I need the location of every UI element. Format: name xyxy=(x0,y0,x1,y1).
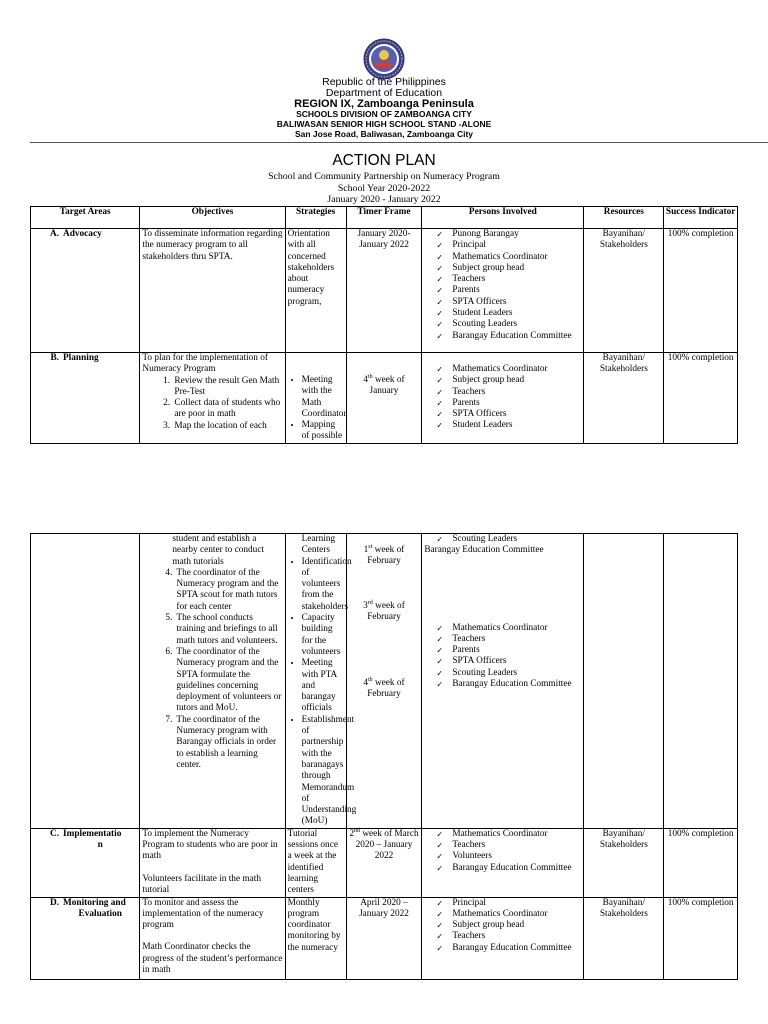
success-indicator-cell: 100% completion xyxy=(664,353,738,444)
objective-cell xyxy=(140,534,285,829)
list-item: ✓ Mathematics Coordinator xyxy=(424,364,581,375)
list-item: ✓ Barangay Education Committee xyxy=(424,331,581,342)
list-item: ✓ Mathematics Coordinator xyxy=(424,252,581,263)
list-item: ✓ Barangay Education Committee xyxy=(424,943,581,954)
objective-step-continued: student and establish a nearby center to conduct math tutorials xyxy=(172,534,265,567)
resources-cell: Bayanihan/ Stakeholders xyxy=(584,897,664,979)
objective-cell xyxy=(140,353,285,444)
page-subtitle: School and Community Partnership on Numeracy Program xyxy=(268,171,500,182)
objective-step: 7. The coordinator of the Numeracy program with Barangay officials in order to establish a learning center. xyxy=(165,714,277,770)
list-item: ✓ Teachers xyxy=(424,634,581,645)
list-item: • Identification of volunteers from the stakeholders xyxy=(302,557,344,613)
persons-cell xyxy=(422,229,584,353)
list-item: • Meeting with the Math Coordinator xyxy=(302,375,344,420)
list-item: ✓ Parents xyxy=(424,645,581,656)
header-division: SCHOOLS DIVISION OF ZAMBOANGA CITY xyxy=(296,109,472,119)
strategy-cell: Tutorial sessions once a week at the identified learning centers xyxy=(285,828,346,897)
objective-step: 4. The coordinator of the Numeracy program and the SPTA scout for math tutors for each center xyxy=(165,567,279,612)
target-area-letter: A. xyxy=(49,229,59,239)
page-title: ACTION PLAN xyxy=(332,152,436,169)
target-area-cell xyxy=(31,534,140,829)
list-item: • Capacity building for the volunteers xyxy=(302,613,344,658)
table-row xyxy=(31,897,738,979)
objective-intro: To plan for the implementation of Numeracy Program xyxy=(142,353,269,375)
table-row xyxy=(31,828,738,897)
column-header: Persons Involved xyxy=(422,207,584,229)
time-frame-entry: 4th week of February xyxy=(363,677,405,700)
list-item: ✓ Mathematics Coordinator xyxy=(424,829,581,840)
column-header: Objectives xyxy=(140,207,285,229)
target-area-letter: B. xyxy=(50,353,59,363)
objective-steps-list xyxy=(142,568,282,771)
list-item: ✓ Parents xyxy=(424,398,581,409)
action-plan-table-continued xyxy=(30,533,738,980)
strategy-cell xyxy=(285,534,357,829)
target-area-label: Advocacy xyxy=(63,229,102,239)
list-item: • Establishment of partnership with the baranagays through Memorandum of Understanding (MoU) xyxy=(302,715,344,828)
list-item: ✓ Teachers xyxy=(424,931,581,942)
list-item: ✓ SPTA Officers xyxy=(424,409,581,420)
list-item: ✓ SPTA Officers xyxy=(424,297,581,308)
persons-list xyxy=(424,229,581,342)
resources-cell xyxy=(584,534,664,829)
action-plan-table xyxy=(30,206,738,444)
success-indicator-cell: 100% completion xyxy=(664,897,738,979)
persons-cell xyxy=(422,828,584,897)
persons-cell xyxy=(422,534,584,829)
list-item: ✓ Teachers xyxy=(424,274,581,285)
success-indicator-cell xyxy=(664,534,738,829)
strategy-cell: Monthly program coordinator monitoring by the numeracy xyxy=(285,897,346,979)
objective-steps-list xyxy=(142,376,282,432)
deped-seal-icon xyxy=(363,38,405,80)
success-indicator-cell: 100% completion xyxy=(664,828,738,897)
target-area-cell xyxy=(31,353,140,444)
page-one xyxy=(0,0,768,460)
time-frame-entry: 1st week of February xyxy=(363,543,405,567)
target-area-letter: C. xyxy=(49,828,59,839)
table-row xyxy=(31,534,738,829)
table-row xyxy=(31,353,738,444)
time-frame-cell xyxy=(346,353,422,444)
list-item: ✓ Mathematics Coordinator xyxy=(424,623,581,634)
time-frame-cell xyxy=(346,534,422,829)
table-row xyxy=(31,229,738,353)
list-item: ✓ Barangay Education Committee xyxy=(424,679,581,690)
column-header: Resources xyxy=(584,207,664,229)
list-item: ✓ Subject group head xyxy=(424,920,581,931)
table-header-row xyxy=(31,207,738,229)
column-header: Timer Frame xyxy=(346,207,422,229)
list-item: ✓ SPTA Officers xyxy=(424,656,581,667)
strategy-cell: Orientation with all concerned stakeholders about numeracy program, xyxy=(285,229,346,353)
list-item: ✓ Principal xyxy=(424,240,581,251)
column-header: Success Indicator xyxy=(664,207,738,229)
persons-plain-entry: Barangay Education Committee xyxy=(424,545,544,556)
success-indicator-cell: 100% completion xyxy=(664,229,738,353)
list-item: ✓ Subject group head xyxy=(424,375,581,386)
strategy-cell xyxy=(285,353,346,444)
list-item: ✓ Subject group head xyxy=(424,263,581,274)
target-area-label: Planning xyxy=(63,353,99,363)
strategy-continued: Learning Centers xyxy=(301,534,336,556)
list-item: ✓ Student Leaders xyxy=(424,308,581,319)
column-header: Target Areas xyxy=(31,207,140,229)
strategy-list xyxy=(288,556,357,828)
header-region: REGION IX, Zamboanga Peninsula xyxy=(294,98,474,110)
list-item: ✓ Barangay Education Committee xyxy=(424,863,581,874)
list-item: • Meeting with PTA and barangay officials xyxy=(302,658,344,714)
persons-list xyxy=(424,364,581,432)
strategy-list xyxy=(288,375,347,443)
list-item: 3. Map the location of each xyxy=(172,421,282,432)
list-item: ✓ Parents xyxy=(424,285,581,296)
list-item: ✓ Scouting Leaders xyxy=(424,319,581,330)
objective-step: 5. The school conducts training and briefings to all math tutors and volunteers. xyxy=(165,613,278,646)
school-year: School Year 2020-2022 xyxy=(337,183,431,194)
page-two xyxy=(0,532,768,975)
target-area-cell xyxy=(31,229,140,353)
time-frame-entry: 4th week of January xyxy=(363,373,405,397)
list-item: ✓ Student Leaders xyxy=(424,420,581,431)
persons-list xyxy=(424,534,581,545)
persons-list xyxy=(424,829,581,874)
time-frame-cell: January 2020- January 2022 xyxy=(346,229,422,353)
column-header: Strategies xyxy=(285,207,346,229)
page-break xyxy=(0,460,768,532)
persons-list xyxy=(424,898,581,954)
resources-cell: Bayanihan/ Stakeholders xyxy=(584,229,664,353)
header-republic: Republic of the Philippines xyxy=(322,76,446,88)
time-frame-entry: 3rd week of February xyxy=(363,599,405,622)
persons-cell xyxy=(422,353,584,444)
list-item: ✓ Teachers xyxy=(424,840,581,851)
persons-list xyxy=(424,623,581,691)
list-item: ✓ Scouting Leaders xyxy=(424,668,581,679)
date-range: January 2020 - January 2022 xyxy=(327,194,441,205)
objective-cell: To disseminate information regarding the numeracy program to all stakeholders thru SPTA. xyxy=(140,229,285,353)
objective-cell: To implement the Numeracy Program to students who are poor in math Volunteers facilitate in the math tutorial xyxy=(140,828,285,897)
list-item: ✓ Punong Barangay xyxy=(424,229,581,240)
list-item: • Mapping of possible xyxy=(302,420,344,443)
target-area-cell xyxy=(31,897,140,979)
resources-cell: Bayanihan/ Stakeholders xyxy=(584,828,664,897)
list-item: ✓ Mathematics Coordinator xyxy=(424,909,581,920)
header-divider xyxy=(30,142,768,143)
header-address: San Jose Road, Baliwasan, Zamboanga City xyxy=(294,129,474,139)
objective-cell: To monitor and assess the implementation of the numeracy program Math Coordinator checks the progress of the student’s performance in math xyxy=(140,897,285,979)
list-item: ✓ Principal xyxy=(424,898,581,909)
list-item: 1. Review the result Gen Math Pre-Test xyxy=(172,376,282,399)
target-area-label: Monitoring and Evaluation xyxy=(63,897,126,919)
list-item: ✓ Teachers xyxy=(424,387,581,398)
time-frame-cell: April 2020 – January 2022 xyxy=(346,897,422,979)
target-area-letter: D. xyxy=(49,897,59,908)
header-school: BALIWASAN SENIOR HIGH SCHOOL STAND -ALONE xyxy=(276,119,492,129)
target-area-label: Implementatio n xyxy=(63,828,122,851)
list-item: 2. Collect data of students who are poor in math xyxy=(172,398,282,421)
header-department: Department of Education xyxy=(325,87,443,99)
target-area-cell xyxy=(31,828,140,897)
list-item: ✓ Scouting Leaders xyxy=(424,534,581,545)
persons-cell xyxy=(422,897,584,979)
resources-cell: Bayanihan/ Stakeholders xyxy=(584,353,664,444)
list-item: ✓ Volunteers xyxy=(424,851,581,862)
objective-step: 6. The coordinator of the Numeracy program and the SPTA formulate the guidelines concerning deployment of volunteers or tutors and MoU. xyxy=(165,646,282,714)
time-frame-cell: 2nd week of March 2020 – January 2022 xyxy=(346,828,422,897)
